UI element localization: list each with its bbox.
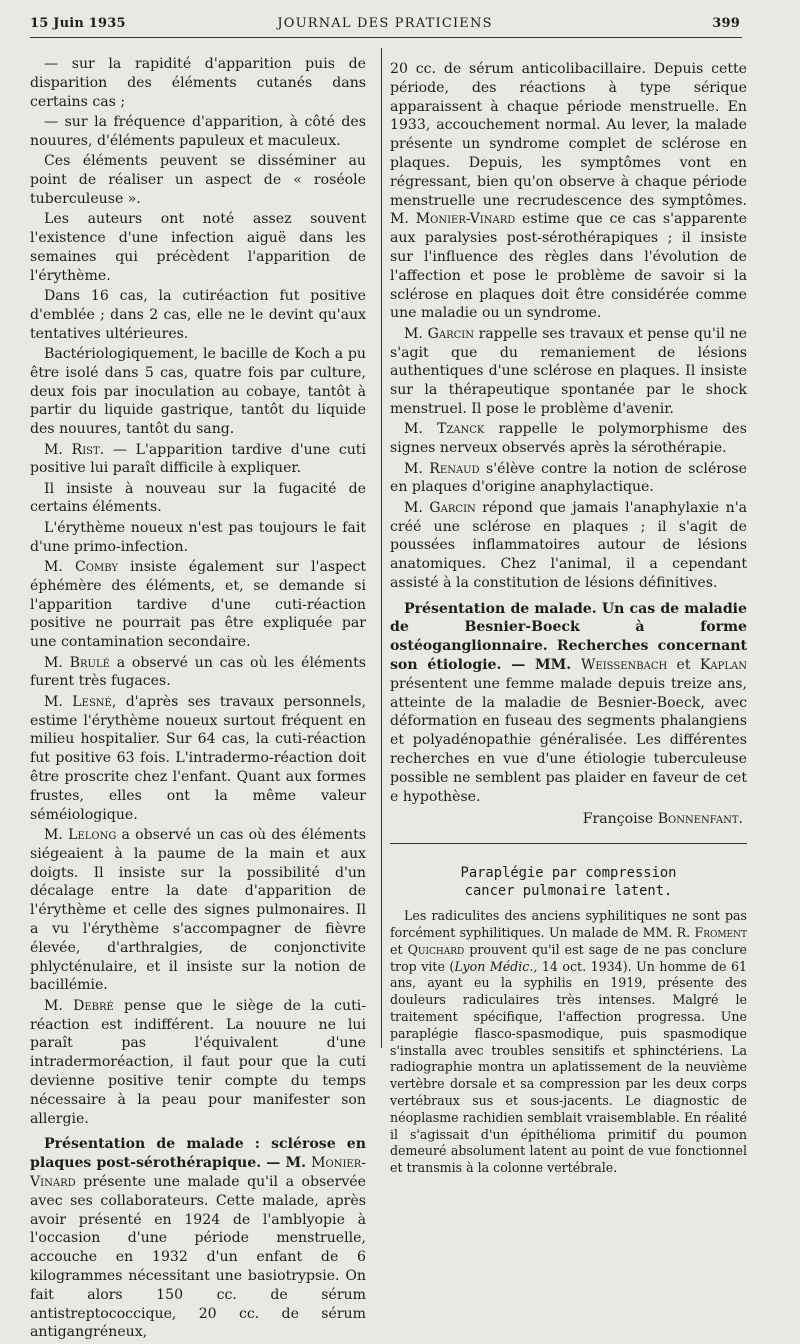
speaker-name: M. Rist. bbox=[44, 441, 105, 458]
speaker-name: Monier-Vinard bbox=[30, 1155, 366, 1190]
author-signature bbox=[390, 810, 743, 829]
paragraph-text: répond que jamais l'anaphylaxie n'a créé une sclérose en plaques ; il s'agit de poussées inflammatoires autour de lésions anatomiques. Chez l'animal, il a cependant assisté à la constitution de lésions définitives. bbox=[390, 499, 747, 591]
article-title-line: Paraplégie par compression bbox=[460, 865, 677, 882]
paragraph-text: a observé un cas où les éléments furent très fugaces. bbox=[30, 654, 366, 690]
speaker-prefix: M. bbox=[404, 460, 430, 477]
speaker-name: M. Lelong bbox=[44, 827, 117, 843]
section-paragraph bbox=[30, 1135, 366, 1342]
page-number: 399 bbox=[712, 16, 740, 31]
right-column bbox=[390, 60, 747, 1179]
paragraph: L'érythème noueux n'est pas toujours le fait d'une primo-infection. bbox=[30, 519, 366, 555]
article-separator bbox=[390, 843, 747, 844]
paragraph-text: présentent une femme malade depuis treize ans, atteinte de la maladie de Besnier-Boeck, avec déformation en fuseau des segments phalangiens et polyadénopathie généralisée. Les différentes recherches en vue d'une étiologie tuberculeuse possible ne semblent pas plaider en faveur de cet e hypothèse. bbox=[390, 675, 747, 805]
left-column bbox=[30, 55, 366, 1344]
paragraph bbox=[30, 826, 366, 995]
section-dash: — M. bbox=[261, 1155, 312, 1172]
paragraph bbox=[390, 420, 747, 458]
paragraph bbox=[390, 499, 747, 593]
paragraph: Dans 16 cas, la cutiréaction fut positive d'emblée ; dans 2 cas, elle ne le devint qu'aux tentatives ultérieures. bbox=[30, 287, 366, 342]
speaker-name: M. Comby bbox=[44, 559, 119, 576]
paragraph bbox=[390, 460, 747, 498]
conjunction: et bbox=[390, 941, 408, 957]
article-title-line: cancer pulmonaire latent. bbox=[464, 883, 673, 900]
paragraph bbox=[30, 441, 366, 479]
paragraph-text: prouvent qu'il est sage de ne pas conclure trop vite ( bbox=[390, 941, 747, 974]
speaker-name: Garcin bbox=[427, 325, 474, 342]
issue-date: 15 Juin 1935 bbox=[30, 16, 126, 31]
paragraph bbox=[390, 325, 747, 419]
paragraph bbox=[30, 693, 366, 825]
speaker-name: Tzanck bbox=[436, 421, 485, 438]
section-dash: — MM. bbox=[501, 657, 581, 674]
citation: Lyon Médic., bbox=[454, 958, 538, 974]
section-paragraph bbox=[390, 600, 747, 807]
paragraph bbox=[30, 997, 366, 1129]
paragraph-text: d'après ses travaux personnels, estime l'érythème noueux surtout fréquent en milieu hospitalier. Sur 64 cas, la cuti-réaction fut positive 63 fois. L'intradermo-réaction doit être proscrite chez l'enfant. Quant aux formes frustes, elles ont la même valeur séméiologique. bbox=[30, 693, 366, 823]
speaker-name: Kaplan bbox=[699, 657, 747, 674]
paragraph bbox=[390, 60, 747, 323]
paragraph: Bactériologiquement, le bacille de Koch a pu être isolé dans 5 cas, quatre fois par culture, deux fois par inoculation au cobaye, tantôt à partir du liquide gastrique, tantôt du liquide des nouures, tantôt du sang. bbox=[30, 345, 366, 438]
paragraph: — sur la rapidité d'apparition puis de disparition des éléments cutanés dans certains cas ; bbox=[30, 56, 366, 110]
article-body bbox=[390, 908, 747, 1177]
paragraph-text: rappelle ses travaux et pense qu'il ne s'agit que du remaniement de lésions authentiques d'une sclérose en plaques. Il insiste sur la thérapeutique spontanée par le shock menstruel. Il pose le problème d'avenir. bbox=[390, 325, 747, 417]
speaker-name: Weissenbach bbox=[580, 657, 668, 674]
speaker-name: Garcin bbox=[429, 499, 476, 516]
paragraph-text: 14 oct. 1934). Un homme de 61 ans, ayant eu la syphilis en 1919, présente des douleurs radiculaires très intenses. Malgré le traitement spécifique, l'affection progressa. Une paraplégie flasco-spasmodique, puis spasmodique s'installa avec troubles sensitifs et sphinctériens. La radiographie montra un aplatissement de la neuvième vertèbre dorsale et sa compression par les deux corps vertébraux sus et sous-jacents. Le diagnostic de néoplasme rachidien semblait vraisemblable. En réalité il s'agissait d'un épithélioma primitif du poumon demeuré absolument latent au point de vue fonctionnel et transmis à la colonne vertébrale. bbox=[390, 958, 748, 1176]
paragraph-text: estime que ce cas s'apparente aux paralysies post-sérothérapiques ; il insiste sur l'influence des règles dans l'évolution de l'affection et pose le problème de savoir si la sclérose en plaques doit être considérée comme une maladie ou un syndrome. bbox=[390, 211, 747, 322]
speaker-prefix: M. bbox=[404, 421, 437, 438]
article-title bbox=[390, 864, 747, 900]
section-title: Présentation de malade : sclérose en plaques post-sérothérapique. bbox=[30, 1136, 366, 1172]
journal-title: JOURNAL DES PRATICIENS bbox=[277, 16, 493, 31]
paragraph bbox=[390, 908, 747, 1177]
paragraph bbox=[30, 654, 366, 692]
paragraph-text: a observé un cas où des éléments siégeaient à la paume de la main et aux doigts. Il insiste sur la possibilité d'un décalage entre la date d'apparition de l'érythème et celle des signes pulmonaires. Il a vu l'érythème s'accompagner de fièvre élevée, d'arthralgies, de conjonctivite phlycténulaire, et il insiste sur la notion de bacillémie. bbox=[30, 827, 366, 994]
paragraph: — sur la fréquence d'apparition, à côté des nouures, d'éléments papuleux et maculeux. bbox=[30, 113, 366, 149]
speaker-name: M. Debré bbox=[44, 997, 114, 1014]
paragraph-text: 20 cc. de sérum anticolibacillaire. Depuis cette période, des réactions à type sérique apparaissent à chaque période menstruelle. En 1933, accouchement normal. Au lever, la malade présente un syndrome complet de sclérose en plaques. Depuis, les symptômes vont en régressant, bien qu'on observe à chaque période menstruelle une recrudescence des symptômes. M. bbox=[390, 61, 747, 228]
conjunction: et bbox=[667, 657, 700, 674]
speaker-name: M. Brulé bbox=[44, 654, 110, 671]
author-name: R. Froment bbox=[676, 925, 748, 941]
paragraph: Il insiste à nouveau sur la fugacité de certains éléments. bbox=[30, 480, 366, 516]
column-divider bbox=[381, 48, 382, 1048]
paragraph: Les auteurs ont noté assez souvent l'existence d'une infection aiguë dans les semaines qui précèdent l'apparition de l'érythème. bbox=[30, 211, 366, 284]
speaker-prefix: M. bbox=[404, 325, 428, 342]
paragraph: Ces éléments peuvent se disséminer au point de réaliser un aspect de « roséole tuberculeuse ». bbox=[30, 153, 366, 207]
paragraph bbox=[30, 558, 366, 652]
paragraph-text: Les radiculites des anciens syphilitiques ne sont pas forcément syphilitiques. Un malade de MM. bbox=[390, 908, 747, 941]
paragraph-text: insiste également sur l'aspect éphémère des éléments, et, se demande si l'apparition tardive d'une cuti-réaction positive ne pourrait pas être expliquée par une contamination secondaire. bbox=[30, 559, 367, 651]
header-rule bbox=[30, 37, 742, 38]
speaker-prefix: M. bbox=[404, 499, 430, 516]
author-last-name: Bonnenfant. bbox=[657, 811, 743, 828]
author-first-name: Françoise bbox=[582, 811, 658, 828]
paragraph-text: pense que le siège de la cuti-réaction est indifférent. La nouure ne lui paraît pas l'équivalent d'une intradermoréaction, il faut pour que la cuti devienne positive tenir compte du temps nécessaire à la peau pour manifester son allergie. bbox=[30, 997, 367, 1127]
section-title: Présentation de malade. Un cas de maladie de Besnier-Boeck à forme ostéoganglionnaire. Recherches concernant son étiologie. bbox=[390, 600, 747, 674]
author-name: Quichard bbox=[407, 941, 465, 957]
speaker-name: Monier-Vinard bbox=[415, 211, 516, 228]
page-header bbox=[30, 14, 740, 36]
paragraph-text: rappelle le polymorphisme des signes nerveux observés après la sérothérapie. bbox=[390, 421, 747, 457]
speaker-name: M. Lesné, bbox=[44, 693, 117, 710]
paragraph-text: s'élève contre la notion de sclérose en plaques d'origine anaphylactique. bbox=[390, 460, 747, 496]
speaker-name: Renaud bbox=[429, 460, 480, 477]
paragraph-text: — L'apparition tardive d'une cuti positive lui paraît difficile à expliquer. bbox=[30, 441, 366, 477]
paragraph-text: présente une malade qu'il a observée avec ses collaborateurs. Cette malade, après avoir présenté en 1924 de l'amblyopie à l'occasion d'une période menstruelle, accouche en 1932 d'un enfant de 6 kilogrammes nécessitant une basiotrypsie. On fait alors 150 cc. de sérum antistreptococcique, 20 cc. de sérum antigangréneux, bbox=[30, 1173, 366, 1341]
